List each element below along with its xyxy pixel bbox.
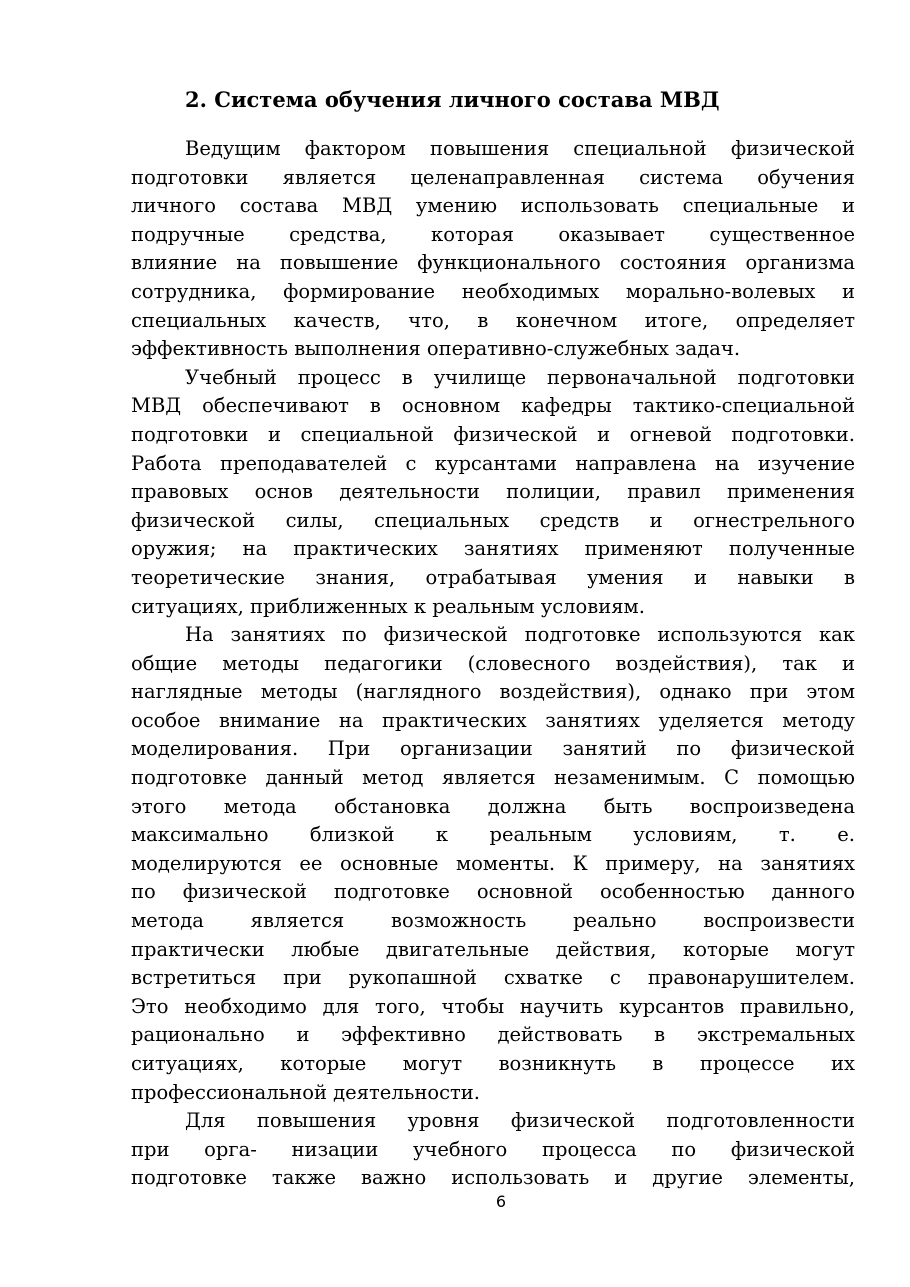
paragraph-line: встретиться при рукопашной схватке с правонарушителем. bbox=[131, 966, 855, 990]
paragraph-line: по физической подготовке основной особенностью данного bbox=[131, 880, 855, 904]
paragraph bbox=[131, 364, 855, 621]
paragraph-line: практически любые двигательные действия, которые могут bbox=[131, 937, 855, 961]
paragraph-line: специальных качеств, что, в конечном итоге, определяет bbox=[131, 308, 855, 332]
paragraph-line: влияние на повышение функционального состояния организма bbox=[131, 251, 855, 275]
paragraph-line: метода является возможность реально воспроизвести bbox=[131, 909, 855, 933]
paragraph-line: ситуациях, приближенных к реальным условиям. bbox=[131, 594, 645, 618]
paragraph-line: Учебный процесс в училище первоначальной подготовки bbox=[185, 365, 855, 389]
paragraph-line: рационально и эффективно действовать в экстремальных bbox=[131, 1023, 855, 1047]
paragraph-line: физической силы, специальных средств и огнестрельного bbox=[131, 508, 855, 532]
paragraph-line: Для повышения уровня физической подготовленности bbox=[185, 1109, 855, 1133]
paragraph-line: этого метода обстановка должна быть воспроизведена bbox=[131, 794, 855, 818]
paragraph-line: правовых основ деятельности полиции, правил применения bbox=[131, 480, 855, 504]
paragraph-line: ситуациях, которые могут возникнуть в процессе их bbox=[131, 1052, 855, 1075]
paragraph-line: моделирования. При организации занятий по физической bbox=[131, 737, 855, 761]
paragraph-line: подготовке данный метод является незаменимым. С помощью bbox=[131, 766, 855, 790]
body-text bbox=[131, 135, 855, 1193]
paragraph-line: особое внимание на практических занятиях уделяется методу bbox=[131, 708, 855, 732]
paragraph-line: общие методы педагогики (словесного воздействия), так и bbox=[131, 651, 855, 675]
paragraph bbox=[131, 1107, 855, 1193]
paragraph-line: профессиональной деятельности. bbox=[131, 1080, 480, 1104]
paragraph-line: подготовке также важно использовать и другие элементы, bbox=[131, 1166, 855, 1190]
paragraph bbox=[131, 621, 855, 1107]
paragraph-line: моделируются ее основные моменты. К примеру, на занятиях bbox=[131, 851, 855, 875]
paragraph-line: личного состава МВД умению использовать специальные и bbox=[131, 194, 855, 218]
paragraph-line: Это необходимо для того, чтобы научить курсантов правильно, bbox=[131, 994, 855, 1018]
paragraph-line: при орга- низации учебного процесса по физической bbox=[131, 1137, 855, 1161]
paragraph-line: подручные средства, которая оказывает существенное bbox=[131, 222, 855, 246]
section-heading: 2. Система обучения личного состава МВД bbox=[185, 87, 720, 112]
paragraph-line: Работа преподавателей с курсантами направлена на изучение bbox=[131, 451, 855, 475]
paragraph-line: МВД обеспечивают в основном кафедры тактико-специальной bbox=[131, 394, 855, 418]
paragraph-line: На занятиях по физической подготовке используются как bbox=[185, 623, 855, 647]
paragraph-line: наглядные методы (наглядного воздействия), однако при этом bbox=[131, 680, 855, 704]
paragraph-line: подготовки и специальной физической и огневой подготовки. bbox=[131, 422, 855, 446]
paragraph-line: сотрудника, формирование необходимых морально-волевых и bbox=[131, 279, 855, 303]
paragraph-line: максимально близкой к реальным условиям, т. е. bbox=[131, 823, 855, 847]
page-number: 6 bbox=[495, 1192, 507, 1211]
paragraph-line: оружия; на практических занятиях применяют полученные bbox=[131, 537, 855, 561]
paragraph-line: подготовки является целенаправленная система обучения bbox=[131, 165, 855, 189]
paragraph-line: теоретические знания, отрабатывая умения и навыки в bbox=[131, 565, 855, 589]
paragraph bbox=[131, 135, 855, 364]
paragraph-line: эффективность выполнения оперативно-служебных задач. bbox=[131, 337, 741, 361]
paragraph-line: Ведущим фактором повышения специальной физической bbox=[185, 137, 855, 160]
